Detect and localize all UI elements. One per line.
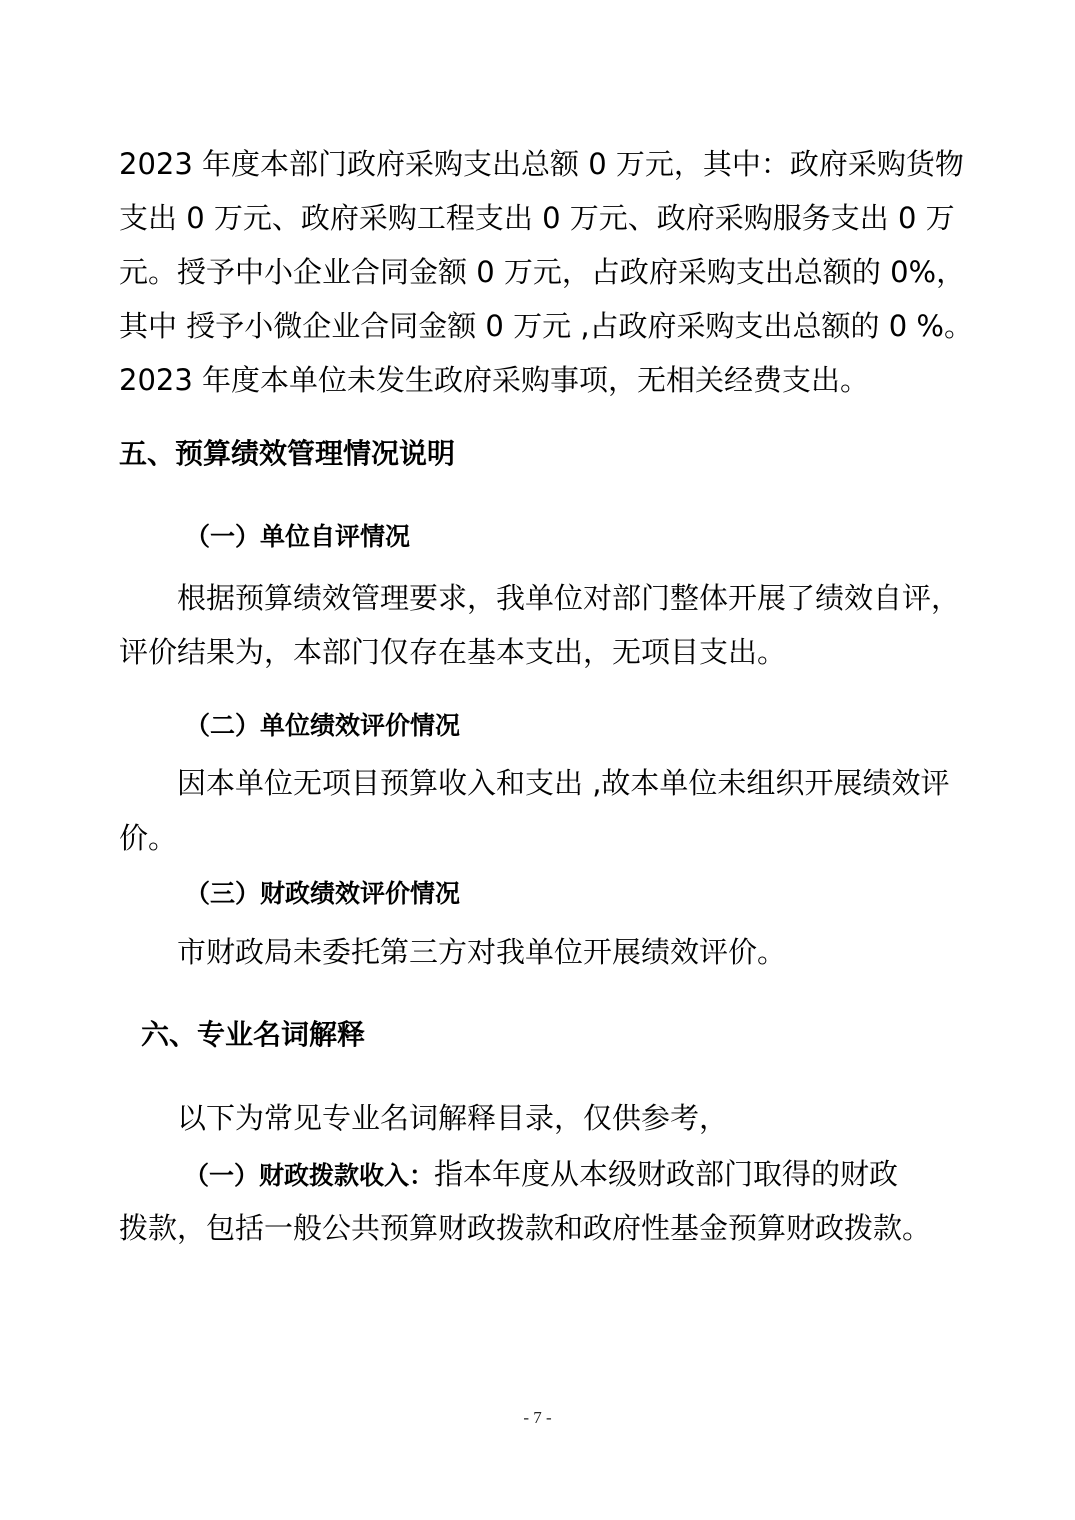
section-5-subheading-3: （三）财政绩效评价情况 <box>185 879 461 908</box>
fiscal-evaluation-line-1: 市财政局未委托第三方对我单位开展绩效评价。 <box>177 935 787 969</box>
glossary-term-1-definition: 指本年度从本级财政部门取得的财政 <box>434 1157 899 1191</box>
unit-evaluation-line-2: 价。 <box>119 821 178 855</box>
glossary-intro: 以下为常见专业名词解释目录，仅供参考， <box>177 1101 729 1135</box>
glossary-term-1-label: （一）财政拨款收入： <box>184 1161 435 1190</box>
procurement-paragraph-line-1: 2023 年度本部门政府采购支出总额 0 万元，其中：政府采购货物 <box>119 147 964 181</box>
section-5-subheading-1: （一）单位自评情况 <box>185 522 411 551</box>
section-5-heading: 五、预算绩效管理情况说明 <box>119 437 456 470</box>
glossary-term-1-line-1 <box>184 1154 945 1196</box>
self-evaluation-line-1: 根据预算绩效管理要求，我单位对部门整体开展了绩效自评， <box>177 581 961 615</box>
self-evaluation-line-2: 评价结果为，本部门仅存在基本支出，无项目支出。 <box>119 635 787 669</box>
procurement-paragraph-line-2: 支出 0 万元、政府采购工程支出 0 万元、政府采购服务支出 0 万 <box>119 201 955 235</box>
page-number: - 7 - <box>523 1408 552 1427</box>
section-6-heading: 六、专业名词解释 <box>141 1018 366 1051</box>
glossary-term-1-line-2: 拨款，包括一般公共预算财政拨款和政府性基金预算财政拨款。 <box>119 1211 932 1245</box>
procurement-paragraph-line-3: 元。授予中小企业合同金额 0 万元，占政府采购支出总额的 0%， <box>119 255 966 289</box>
unit-evaluation-line-1: 因本单位无项目预算收入和支出 ,故本单位未组织开展绩效评 <box>177 766 950 800</box>
procurement-paragraph-line-5: 2023 年度本单位未发生政府采购事项，无相关经费支出。 <box>119 363 870 397</box>
procurement-paragraph-line-4: 其中 授予小微企业合同金额 0 万元 ,占政府采购支出总额的 0 %。 <box>119 309 973 343</box>
section-5-subheading-2: （二）单位绩效评价情况 <box>185 711 461 740</box>
